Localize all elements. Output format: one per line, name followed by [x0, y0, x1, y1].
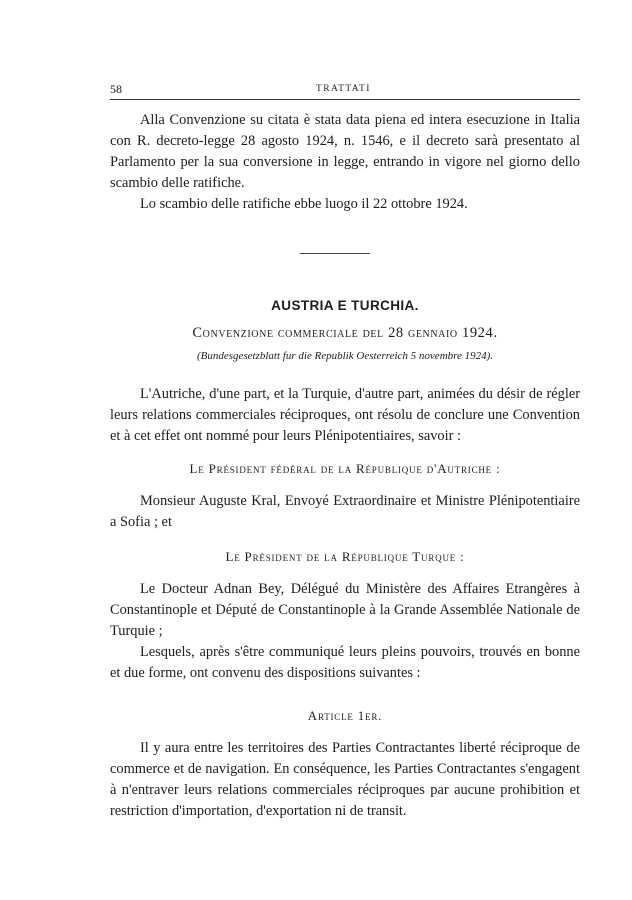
document-page	[110, 0, 580, 900]
heading-austria: Le Président fédéral de la République d'Autriche :	[189, 461, 501, 476]
article-1-paragraph: Il y aura entre les territoires des Parties Contractantes liberté réciproque de commerce et de navigation. En conséquence, les Parties Contractantes s'engagent à n'entraver leurs relations commerciales réciproques par aucune prohibition et restriction d'importation, d'exportation ni de transit.	[110, 740, 580, 819]
turkey-delegate-paragraph: Le Docteur Adnan Bey, Délégué du Ministère des Affaires Etrangères à Constantinople et Député de Constantinople à la Grande Assemblée Nationale de Turquie ;	[110, 581, 580, 639]
preamble-paragraph: L'Autriche, d'une part, et la Turquie, d'autre part, animées du désir de régler leurs relations commerciales réciproques, ont résolu de conclure une Convention et à cet effet ont nommé pour leurs Plénipotentiaires, savoir :	[110, 386, 580, 444]
treaty-title: AUSTRIA E TURCHIA.	[271, 298, 419, 313]
article-heading: Article 1er.	[307, 708, 383, 723]
heading-turkey: Le Président de la République Turque :	[225, 549, 465, 564]
page-number: 58	[110, 82, 122, 96]
running-head: TRATTATI	[316, 84, 371, 94]
page-header	[110, 82, 580, 100]
lesquels-paragraph: Lesquels, après s'être communiqué leurs pleins pouvoirs, trouvés en bonne et due forme, ont convenu des dispositions suivantes :	[110, 644, 580, 681]
section-separator	[300, 253, 370, 254]
austria-delegate-paragraph: Monsieur Auguste Kral, Envoyé Extraordinaire et Ministre Plénipotentiaire a Sofia ; et	[110, 493, 580, 530]
intro-paragraph-1: Alla Convenzione su citata è stata data piena ed intera esecuzione in Italia con R. decreto-legge 28 agosto 1924, n. 1546, e il decreto sarà presentato al Parlamento per la sua conversione in legge, entrando in vigore nel giorno dello scambio delle ratifiche.	[110, 112, 580, 191]
intro-paragraph-2: Lo scambio delle ratifiche ebbe luogo il 22 ottobre 1924.	[140, 196, 468, 212]
treaty-subtitle: Convenzione commerciale del 28 gennaio 1924.	[192, 325, 498, 341]
page-body	[110, 110, 580, 822]
header-rule	[110, 99, 580, 100]
source-note: (Bundesgesetzblatt fur die Republik Oesterreich 5 novembre 1924).	[196, 350, 494, 362]
